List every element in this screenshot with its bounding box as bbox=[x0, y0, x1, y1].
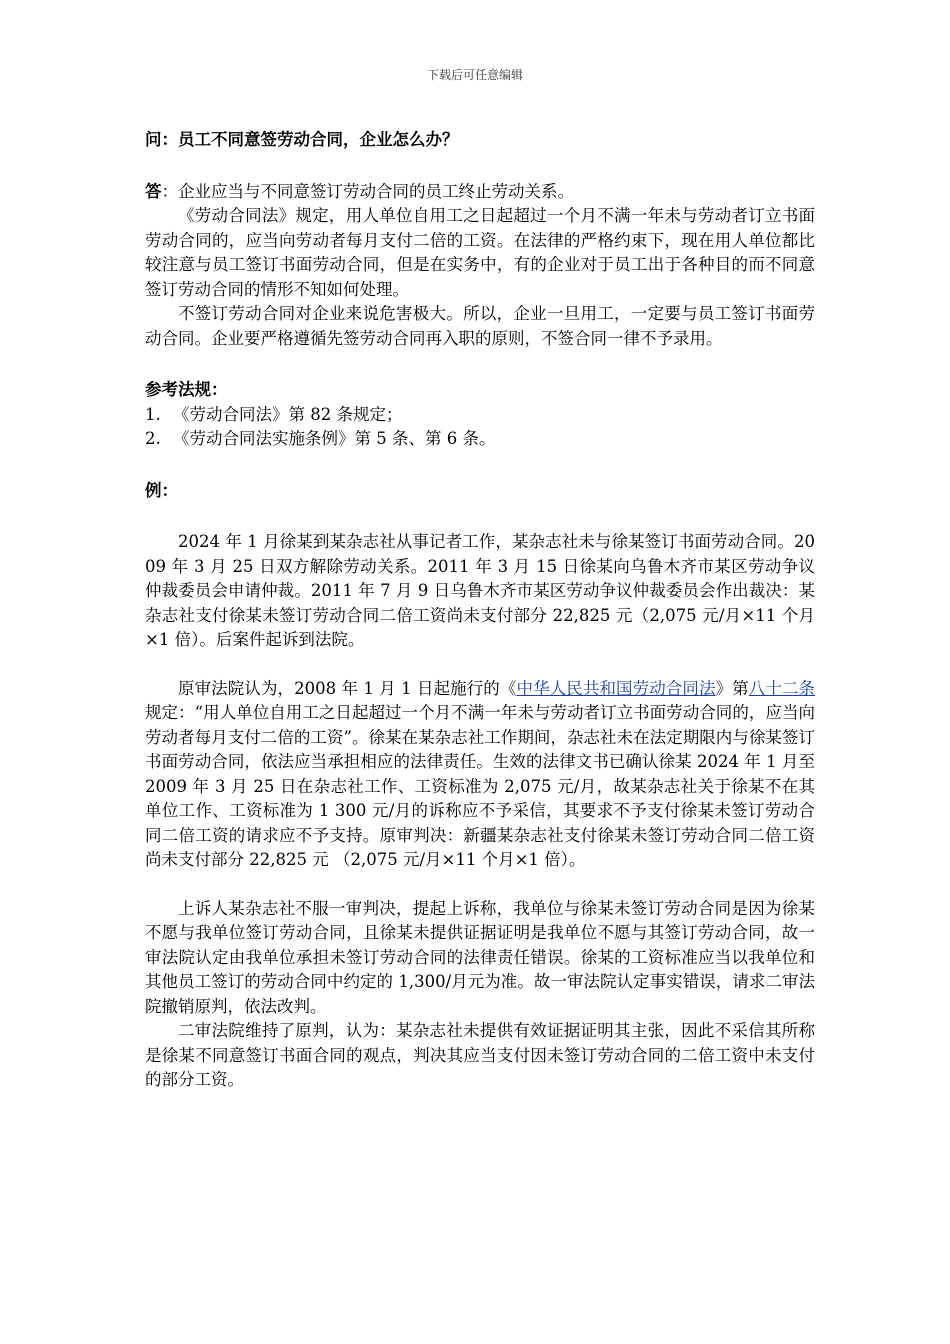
answer-label: 答 bbox=[145, 181, 162, 201]
answer-lead-text: 企业应当与不同意签订劳动合同的员工终止劳动关系。 bbox=[178, 181, 574, 201]
answer-lead bbox=[145, 180, 815, 205]
page-header: 下载后可任意编辑 bbox=[426, 68, 523, 82]
example-paragraph-3: 上诉人某杂志社不服一审判决，提起上诉称，我单位与徐某未签订劳动合同是因为徐某不愿与我单位签订劳动合同，且徐某未提供证据证明是我单位不愿与其签订劳动合同，故一审法院认定由我单位承担未签订劳动合同的法律责任错误。徐某的工资标准应当以我单位和其他员工签订的劳动合同中约定的 1,300/月元为准。故一审法院认定事实错误，请求二审法院撤销原判，依法改判。 bbox=[145, 898, 815, 1016]
example-paragraph-1: 2024 年 1 月徐某到某杂志社从事记者工作，某杂志社未与徐某签订书面劳动合同。2009 年 3 月 25 日双方解除劳动关系。2011 年 3 月 15 日徐某向乌鲁木齐市某区劳动争议仲裁委员会申请仲裁。2011 年 7 月 9 日乌鲁木齐市某区劳动争议仲裁委员会作出裁决：某杂志社支付徐某未签订劳动合同二倍工资尚未支付部分 22,825 元（2,075 元/月×11 个月×1 倍）。后案件起诉到法院。 bbox=[145, 532, 815, 649]
example-paragraph-2 bbox=[145, 677, 815, 873]
example-paragraph-4: 二审法院维持了原判，认为：某杂志社未提供有效证据证明其主张，因此不采信其所称是徐某不同意签订书面合同的观点，判决其应当支付因未签订劳动合同的二倍工资中未支付的部分工资。 bbox=[145, 1021, 815, 1089]
example-p2-mid: 》第 bbox=[715, 678, 749, 698]
reference-number: 2. bbox=[145, 429, 161, 448]
reference-number: 1. bbox=[145, 404, 161, 424]
answer-colon: ： bbox=[161, 181, 178, 201]
reference-text: 《劳动合同法》第 82 条规定； bbox=[173, 404, 403, 424]
document-body bbox=[145, 128, 815, 1093]
example-p2-before: 原审法院认为，2008 年 1 月 1 日起施行的《 bbox=[178, 678, 517, 698]
answer-paragraph-2: 不签订劳动合同对企业来说危害极大。所以，企业一旦用工，一定要与员工签订书面劳动合同。企业要严格遵循先签劳动合同再入职的原则，不签合同一律不予录用。 bbox=[145, 304, 815, 348]
example-p2-after: 规定：“用人单位自用工之日起超过一个月不满一年未与劳动者订立书面劳动合同的，应当向劳动者每月支付二倍的工资”。徐某在某杂志社工作期间，杂志社未在法定期限内与徐某签订书面劳动合同，依法应当承担相应的法律责任。生效的法律文书已确认徐某 2024 年 1 月至 2009 年 3 月 25 日在杂志社工作、工资标准为 2,075 元/月，故某杂志社关于徐某不在其单位工作、工资标准为 1 300 元/月的诉称应不予采信，其要求不予支付徐某未签订劳动合同二倍工资的请求应不予支持。原审判决：新疆某杂志社支付徐某未签订劳动合同二倍工资尚未支付部分 22,825 元 （2,075 元/月×11 个月×1 倍）。 bbox=[145, 703, 815, 869]
article-82-link[interactable]: 八十二条 bbox=[748, 678, 816, 698]
reference-text: 《劳动合同法实施条例》第 5 条、第 6 条。 bbox=[173, 429, 496, 448]
reference-item bbox=[145, 403, 815, 428]
labor-contract-law-link[interactable]: 中华人民共和国劳动合同法 bbox=[516, 678, 716, 698]
example-title: 例： bbox=[145, 480, 178, 500]
question-heading: 问：员工不同意签劳动合同，企业怎么办？ bbox=[145, 130, 459, 149]
references-title: 参考法规： bbox=[145, 380, 228, 399]
reference-item bbox=[145, 427, 815, 452]
answer-paragraph-1: 《劳动合同法》规定，用人单位自用工之日起超过一个月不满一年未与劳动者订立书面劳动合同的，应当向劳动者每月支付二倍的工资。在法律的严格约束下，现在用人单位都比较注意与员工签订书面劳动合同，但是在实务中，有的企业对于员工出于各种目的而不同意签订劳动合同的情形不知如何处理。 bbox=[145, 206, 815, 299]
